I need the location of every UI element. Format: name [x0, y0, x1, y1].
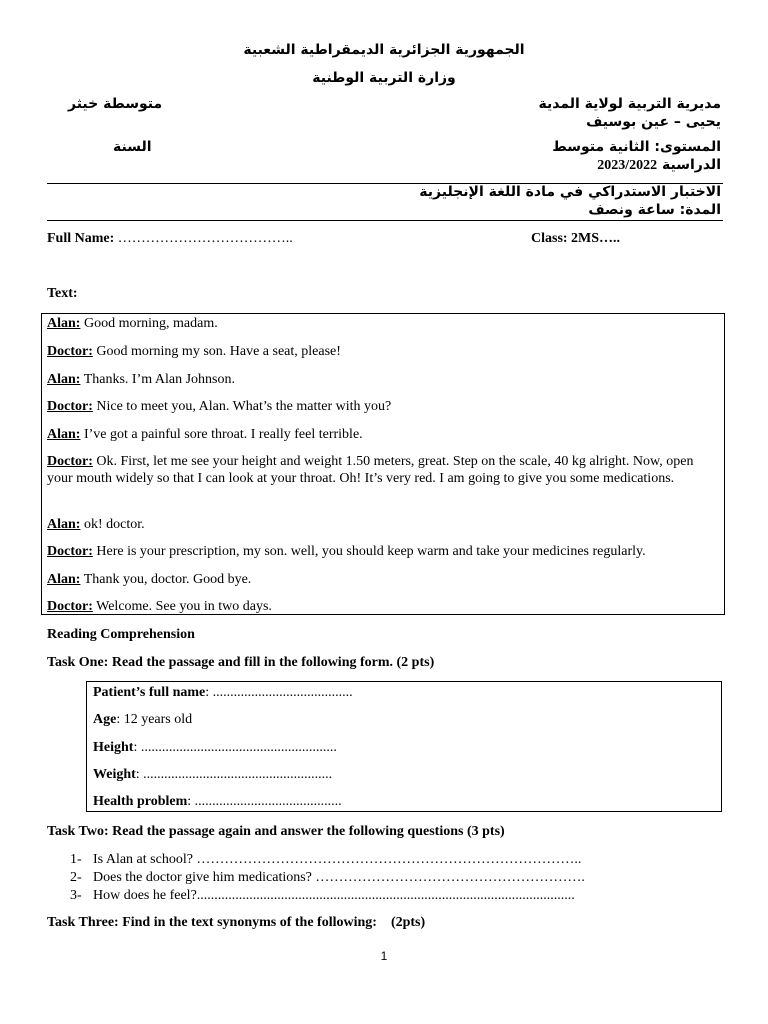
- school-name: متوسطة خيثر: [68, 96, 163, 112]
- dialogue-line: [47, 426, 717, 443]
- utterance: Here is your prescription, my son. well, you should keep warm and take your medicines regularly.: [92, 544, 646, 559]
- text-label: Text:: [47, 286, 78, 301]
- form-value: : ........................................................: [133, 740, 337, 755]
- form-row[interactable]: [93, 767, 332, 783]
- form-value: : ..........................................: [187, 794, 342, 809]
- speaker: Alan:: [47, 427, 81, 442]
- year-value: 2023/2022: [597, 158, 658, 173]
- dialogue-line: [47, 571, 717, 588]
- form-label: Age: [93, 712, 117, 727]
- speaker: Alan:: [47, 316, 81, 331]
- dialogue-line: [47, 543, 717, 560]
- speaker: Doctor:: [47, 544, 93, 559]
- speaker: Alan:: [47, 572, 81, 587]
- task-one-title: Task One: Read the passage and fill in the following form. (2 pts): [47, 655, 435, 670]
- utterance: Welcome. See you in two days.: [92, 599, 272, 614]
- full-name-dots: ………………………………..: [117, 231, 293, 246]
- location-label: يحيى – عين بوسيف: [586, 114, 721, 130]
- dialogue-line: [47, 516, 717, 533]
- form-label: Health problem: [93, 794, 188, 809]
- speaker: Doctor:: [47, 344, 93, 359]
- form-value: : ........................................: [205, 685, 353, 700]
- level-label: المستوى: الثانية متوسط: [552, 139, 721, 155]
- ministry-title: وزارة التربية الوطنية: [312, 70, 456, 86]
- form-row[interactable]: [93, 740, 337, 756]
- form-row[interactable]: [93, 712, 192, 728]
- year-label: السنة: [113, 139, 152, 155]
- utterance: Thank you, doctor. Good bye.: [80, 572, 252, 587]
- dialogue-line: [47, 398, 717, 415]
- speaker: Alan:: [47, 372, 81, 387]
- dialogue-line: [47, 453, 717, 487]
- full-name-label: Full Name:: [47, 231, 115, 246]
- exam-duration: المدة: ساعة ونصف: [588, 202, 721, 218]
- utterance: Thanks. I’m Alan Johnson.: [80, 372, 235, 387]
- speaker: Alan:: [47, 517, 81, 532]
- year-word: الدراسية: [662, 157, 721, 173]
- speaker: Doctor:: [47, 599, 93, 614]
- speaker: Doctor:: [47, 454, 93, 469]
- utterance: ok! doctor.: [80, 517, 145, 532]
- question-text: How does he feel?............................................................................................................: [93, 888, 575, 903]
- question-number: 1-: [70, 852, 82, 867]
- directorate-label: مديرية التربية لولاية المدية: [538, 96, 721, 112]
- utterance: I’ve got a painful sore throat. I really feel terrible.: [80, 427, 363, 442]
- speaker: Doctor:: [47, 399, 93, 414]
- dialogue-line: [47, 315, 717, 332]
- dialogue-line: [47, 598, 717, 615]
- utterance: Good morning, madam.: [80, 316, 218, 331]
- form-value: : 12 years old: [116, 712, 193, 727]
- form-label: Weight: [93, 767, 136, 782]
- dialogue-line: [47, 371, 717, 388]
- task-three-title: Task Three: Find in the text synonyms of the following: (2pts): [47, 915, 426, 930]
- class-label: Class: 2MS…..: [531, 231, 621, 246]
- full-name-field[interactable]: [47, 231, 293, 247]
- republic-title: الجمهورية الجزائرية الديمقراطية الشعبية: [243, 42, 525, 58]
- form-label: Patient’s full name: [93, 685, 206, 700]
- patient-form: [86, 681, 722, 812]
- school-year: [597, 157, 721, 174]
- form-label: Height: [93, 740, 134, 755]
- exam-title: الاختبار الاستدراكي في مادة اللغة الإنجليزية: [419, 184, 721, 200]
- header-divider-bottom: [47, 220, 723, 221]
- reading-title: Reading Comprehension: [47, 627, 195, 642]
- dialogue-box: [41, 313, 725, 615]
- question-text: Is Alan at school? ………………………………………………………………………..: [93, 852, 582, 867]
- question-number: 2-: [70, 870, 82, 885]
- question-text: Does the doctor give him medications? ………………………………………………….: [93, 870, 585, 885]
- page-number: 1: [380, 949, 388, 963]
- utterance: Ok. First, let me see your height and weight 1.50 meters, great. Step on the scale, 40 kg alright. Now, open your mouth widely so that I can look at your throat. Oh! It’s very red. I am going to give you some medications.: [47, 454, 694, 486]
- form-row[interactable]: [93, 685, 353, 701]
- form-value: : ......................................................: [135, 767, 333, 782]
- utterance: Nice to meet you, Alan. What’s the matter with you?: [92, 399, 392, 414]
- question-number: 3-: [70, 888, 82, 903]
- dialogue-line: [47, 343, 717, 360]
- form-row[interactable]: [93, 794, 342, 810]
- task-two-title: Task Two: Read the passage again and answer the following questions (3 pts): [47, 824, 505, 839]
- utterance: Good morning my son. Have a seat, please!: [92, 344, 341, 359]
